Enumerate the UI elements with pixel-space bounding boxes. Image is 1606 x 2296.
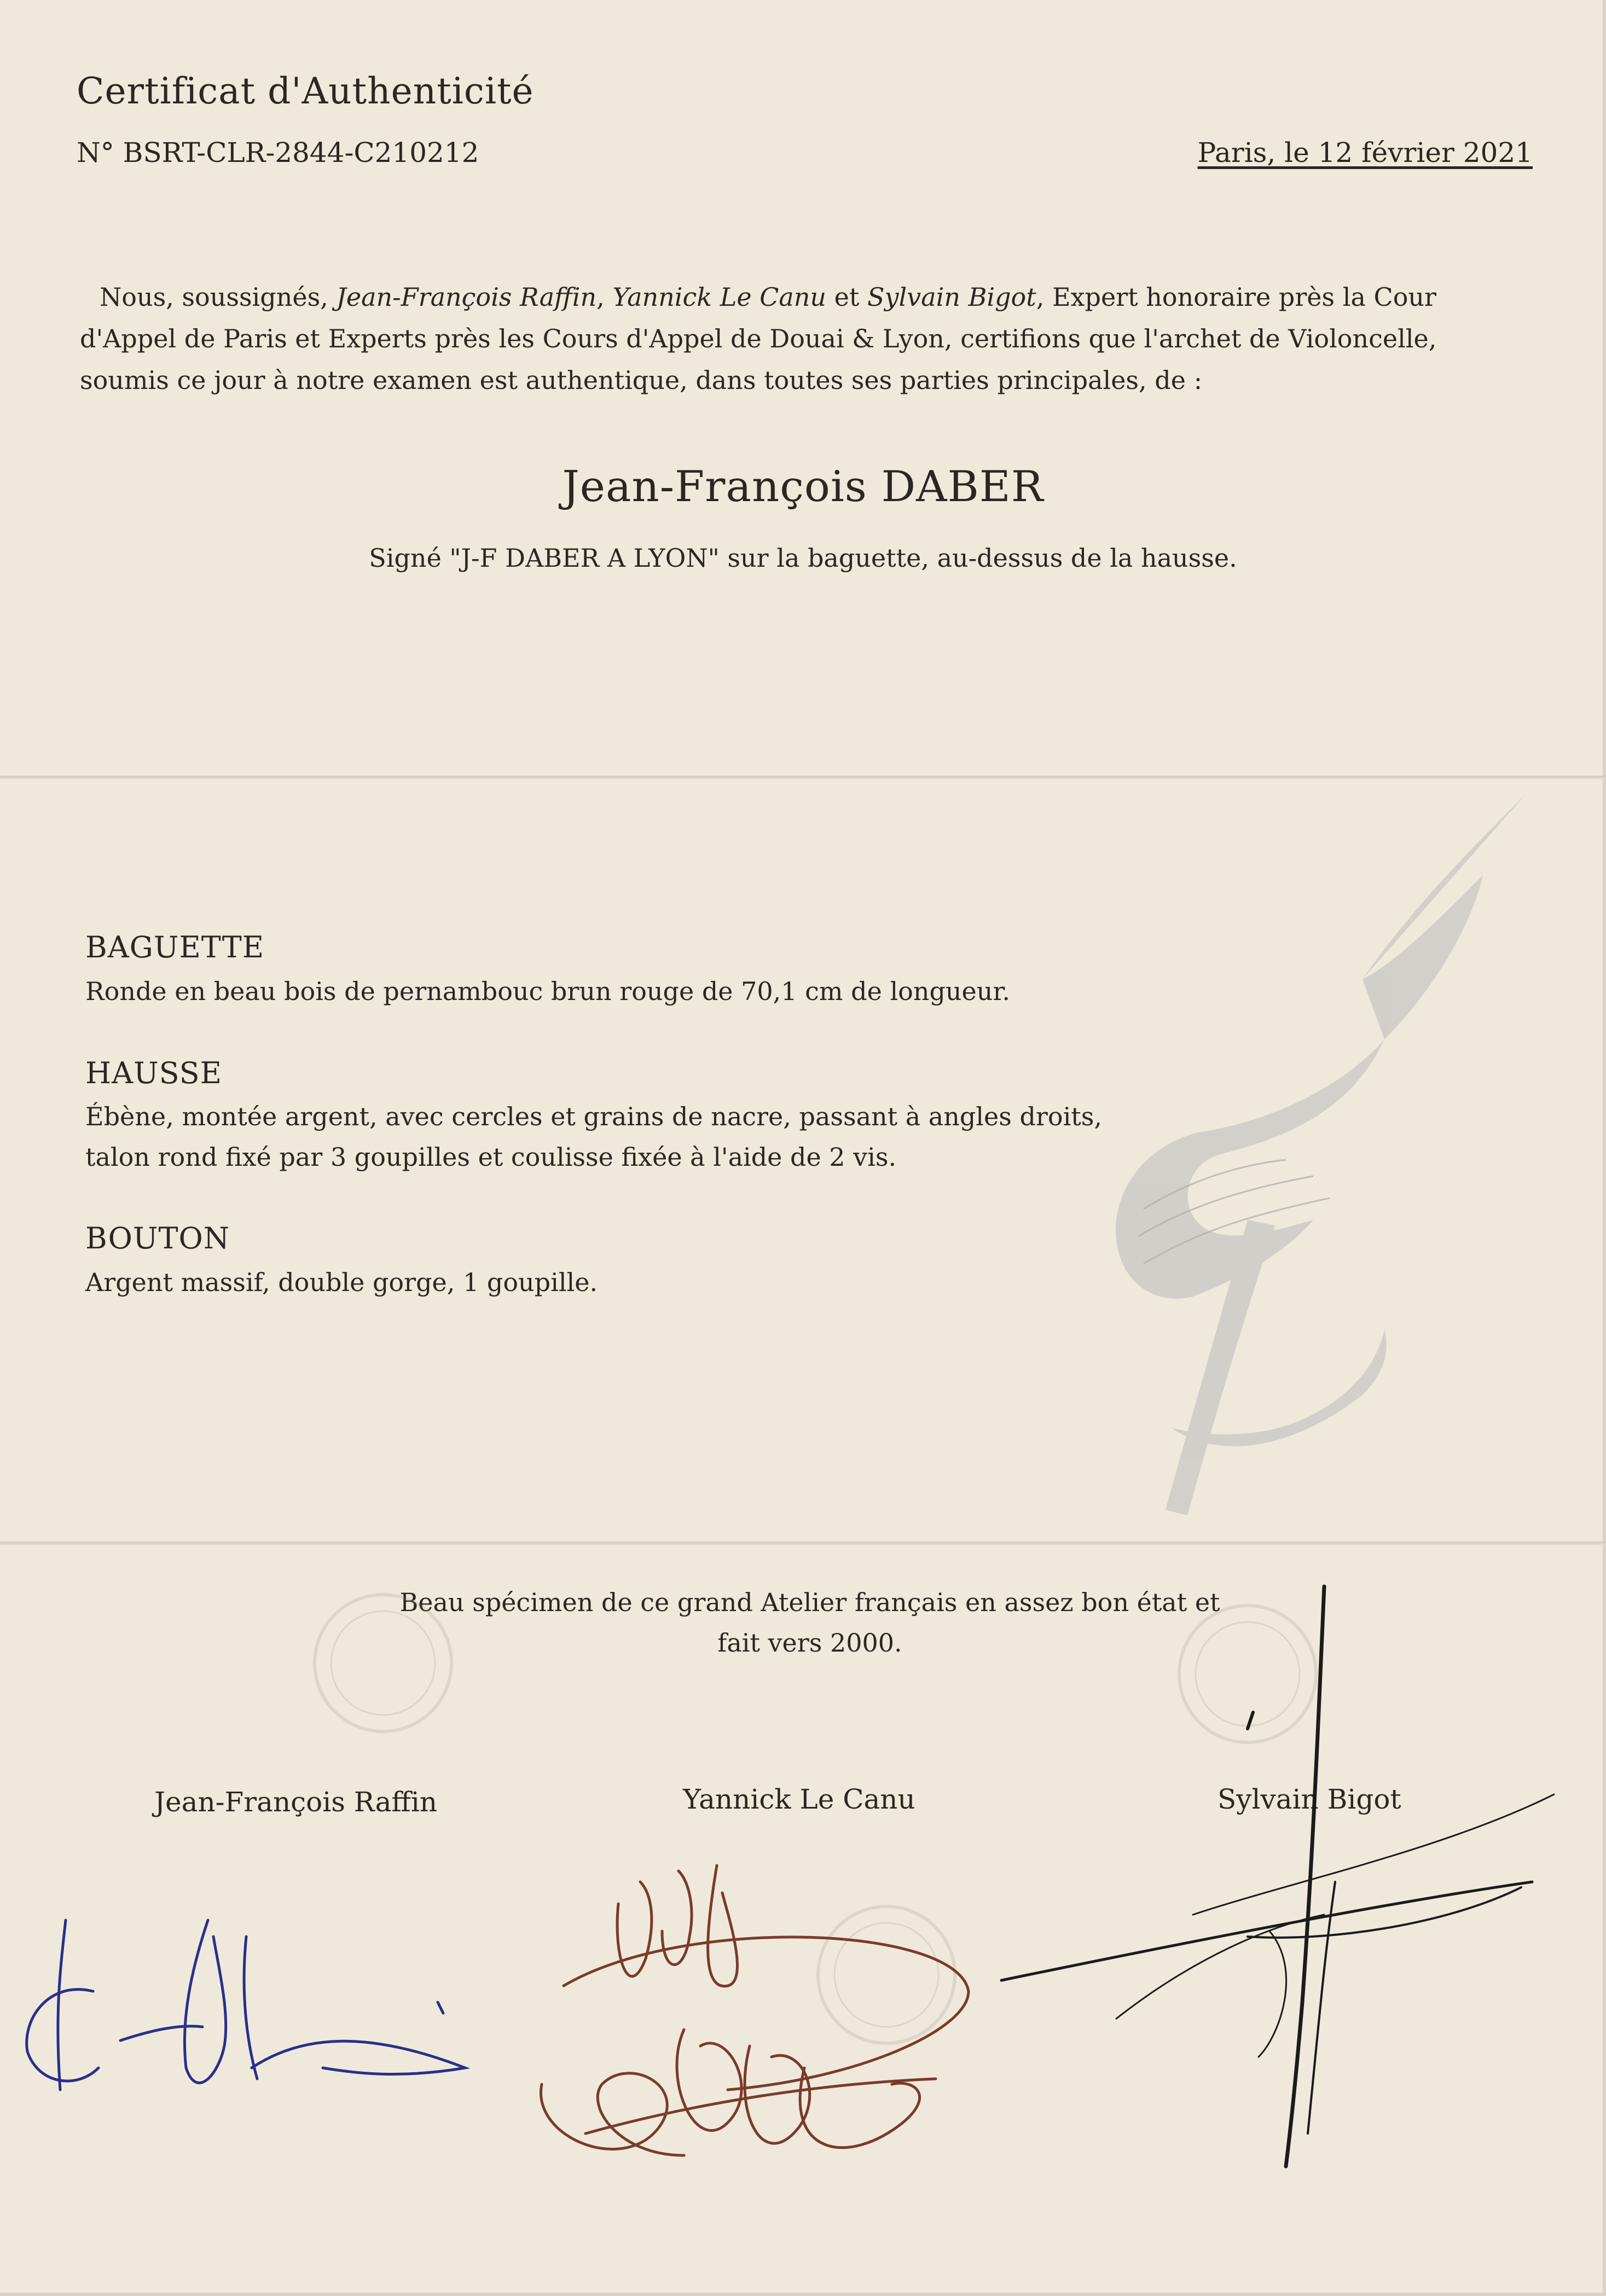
signer-name-lecanu: Yannick Le Canu: [683, 1783, 915, 1815]
hausse-line-1: Ébène, montée argent, avec cercles et grains de nacre, passant à angles droits,: [85, 1102, 1103, 1131]
maker-signature-note: Signé "J-F DABER A LYON" sur la baguette, au-dessus de la hausse.: [369, 543, 1237, 573]
fold-line-lower: [0, 1542, 1606, 1545]
section-body-bouton: [85, 1262, 1125, 1303]
baguette-line-1: Ronde en beau bois de pernambouc brun rouge de 70,1 cm de longueur.: [85, 976, 1010, 1006]
hausse-line-2: talon rond fixé par 3 goupilles et coulisse fixée à l'aide de 2 vis.: [85, 1142, 897, 1172]
conclusion-line-2: fait vers 2000.: [717, 1628, 902, 1658]
place-date: Paris, le 12 février 2021: [1197, 137, 1533, 168]
conclusion-line-1: Beau spécimen de ce grand Atelier français en assez bon état et: [399, 1588, 1220, 1617]
fold-line-upper: [0, 776, 1606, 779]
section-heading-baguette: BAGUETTE: [85, 930, 265, 964]
expert-name-3: Sylvain Bigot: [867, 282, 1036, 312]
signature-lecanu: [520, 1849, 1012, 2205]
intro-sep-1: ,: [596, 282, 613, 312]
signer-name-raffin: Jean-François Raffin: [154, 1786, 438, 1818]
expert-name-1: Jean-François Raffin: [336, 282, 597, 312]
intro-sep-2: et: [826, 282, 867, 312]
expert-name-2: Yannick Le Canu: [612, 282, 827, 312]
section-body-hausse: [85, 1096, 1125, 1177]
intro-text-end: , Expert honoraire près la Cour d'Appel de Paris et Experts près les Cours d'Appel de Douai & Lyon, certifions que l'archet de Violoncelle, soumis ce jour à notre examen est authentique, dans toutes ses parties principales, de :: [80, 282, 1437, 395]
intro-text-start: Nous, soussignés,: [100, 282, 337, 312]
section-body-baguette: [85, 971, 1125, 1012]
intro-paragraph: [80, 276, 1497, 401]
quill-watermark-icon: [1056, 782, 1549, 1532]
certificate-title: Certificat d'Authenticité: [77, 70, 534, 112]
bouton-line-1: Argent massif, double gorge, 1 goupille.: [85, 1268, 598, 1297]
maker-name: Jean-François DABER: [562, 462, 1044, 511]
signer-name-bigot: Sylvain Bigot: [1217, 1783, 1401, 1815]
certificate-number: N° BSRT-CLR-2844-C210212: [77, 137, 479, 168]
section-heading-hausse: HAUSSE: [85, 1056, 223, 1090]
signature-bigot: [996, 1576, 1598, 2199]
embossed-seal-icon: [306, 1586, 460, 1740]
signature-raffin: [16, 1904, 487, 2123]
section-heading-bouton: BOUTON: [85, 1221, 230, 1255]
